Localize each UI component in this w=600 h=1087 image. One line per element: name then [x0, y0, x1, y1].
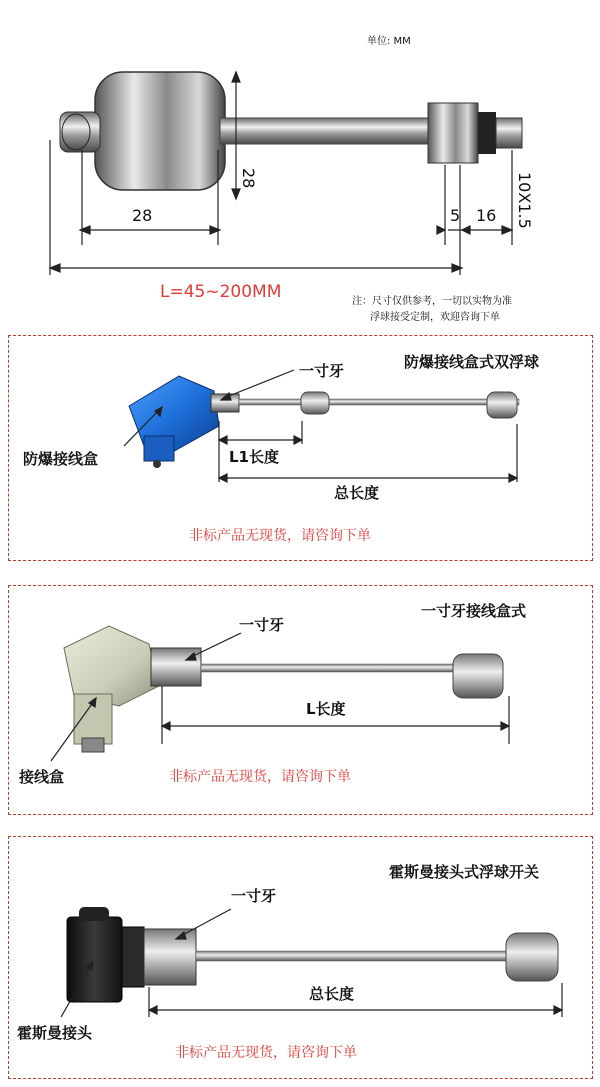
panel2-title: 一寸牙接线盒式: [421, 602, 527, 620]
panel-thread-junction-box: [8, 585, 593, 815]
nut-graphic: [428, 103, 478, 163]
panel1-box-label: 防爆接线盒: [23, 450, 99, 468]
panel2-l-label: L长度: [306, 700, 346, 718]
dim-thread-spec: 10X1.5: [515, 172, 534, 229]
panel1-l1-label: L1长度: [229, 448, 279, 466]
unit-label: 单位: MM: [367, 36, 411, 47]
panel1-total-label: 总长度: [334, 484, 380, 502]
note-line-2: 浮球接受定制，欢迎咨询下单: [370, 312, 500, 323]
dim-float-width: 28: [132, 206, 153, 225]
panel2-box-label: 接线盒: [19, 768, 65, 786]
panel1-title: 防爆接线盒式双浮球: [404, 353, 540, 371]
note-line-1: 注：尺寸仅供参考，一切以实物为准: [352, 296, 512, 307]
panel3-notice: 非标产品无现货，请咨询下单: [175, 1045, 357, 1061]
panel1-notice: 非标产品无现货，请咨询下单: [189, 528, 371, 544]
float-ball-graphic: [60, 72, 225, 190]
dim-stem-len: 16: [476, 206, 497, 225]
total-length-label: L=45~200MM: [160, 282, 282, 302]
panel3-connector-label: 霍斯曼接头: [17, 1024, 93, 1042]
rod-graphic: [220, 118, 445, 144]
panel2-notice: 非标产品无现货，请咨询下单: [169, 769, 351, 785]
panel1-thread-label: 一寸牙: [299, 362, 345, 380]
top-drawing: [0, 0, 600, 330]
panel3-thread-label: 一寸牙: [231, 887, 277, 905]
panel-explosion-proof: [8, 335, 593, 561]
panel3-total-label: 总长度: [309, 985, 355, 1003]
dim-thread-len: 5: [450, 206, 461, 225]
panel2-thread-label: 一寸牙: [239, 616, 285, 634]
top-drawing-graphic: [0, 0, 600, 330]
dim-float-height: 28: [239, 168, 258, 189]
panel3-title: 霍斯曼接头式浮球开关: [389, 863, 540, 881]
panel-hirschmann-connector: [8, 836, 593, 1079]
